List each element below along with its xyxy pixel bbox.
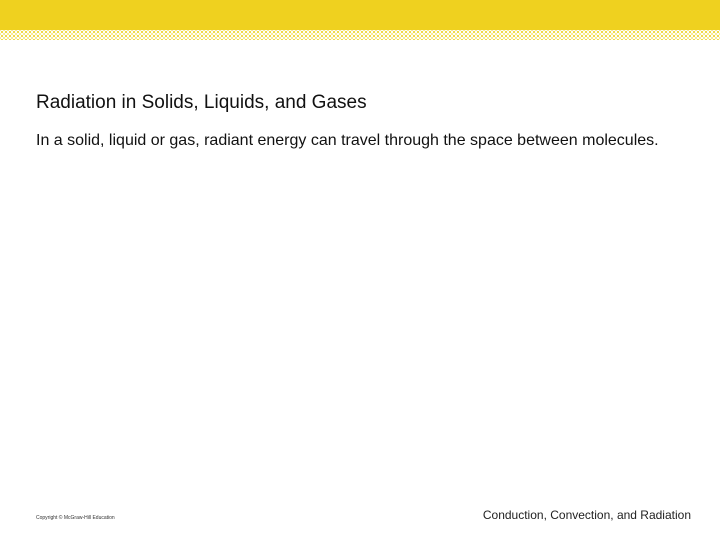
slide-body-text: In a solid, liquid or gas, radiant energy can travel through the space between molecules. [36,132,659,149]
header-band [0,0,720,30]
copyright-text: Copyright © McGraw-Hill Education [36,515,115,521]
header-band-fade [0,30,720,40]
footer-title: Conduction, Convection, and Radiation [482,508,691,522]
slide-title: Radiation in Solids, Liquids, and Gases [36,92,367,113]
